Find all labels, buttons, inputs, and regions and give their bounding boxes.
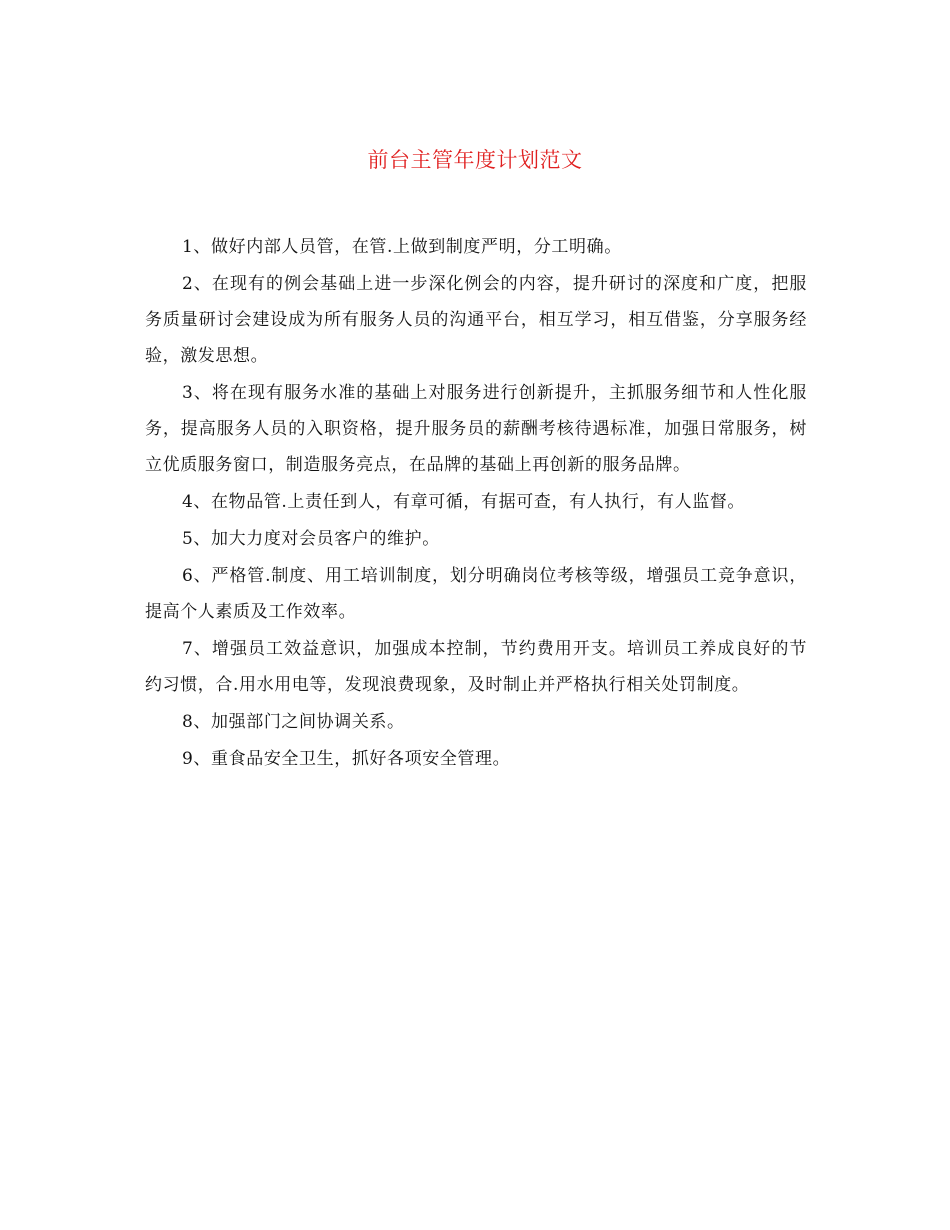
paragraph-7: 7、增强员工效益意识，加强成本控制，节约费用开支。培训员工养成良好的节约习惯，合.用水用电等，发现浪费现象，及时制止并严格执行相关处罚制度。 [145,639,807,695]
document-title: 前台主管年度计划范文 [367,148,583,172]
paragraph-8: 8、加强部门之间协调关系。 [182,712,405,732]
paragraph-2: 2、在现有的例会基础上进一步深化例会的内容，提升研讨的深度和广度，把服务质量研讨会建设成为所有服务人员的沟通平台，相互学习，相互借鉴，分享服务经验，激发思想。 [145,274,807,366]
paragraph-4: 4、在物品管.上责任到人，有章可循，有据可查，有人执行，有人监督。 [182,492,746,512]
paragraph-5: 5、加大力度对会员客户的维护。 [182,529,440,549]
paragraph-3: 3、将在现有服务水准的基础上对服务进行创新提升，主抓服务细节和人性化服务，提高服务人员的入职资格，提升服务员的薪酬考核待遇标准，加强日常服务，树立优质服务窗口，制造服务亮点，在品牌的基础上再创新的服务品牌。 [145,383,807,475]
paragraph-9: 9、重食品安全卫生，抓好各项安全管理。 [182,749,511,769]
paragraph-6: 6、严格管.制度、用工培训制度，划分明确岗位考核等级，增强员工竞争意识，提高个人素质及工作效率。 [145,566,807,622]
paragraph-1: 1、做好内部人员管，在管.上做到制度严明，分工明确。 [182,237,622,257]
document-body [145,229,807,778]
